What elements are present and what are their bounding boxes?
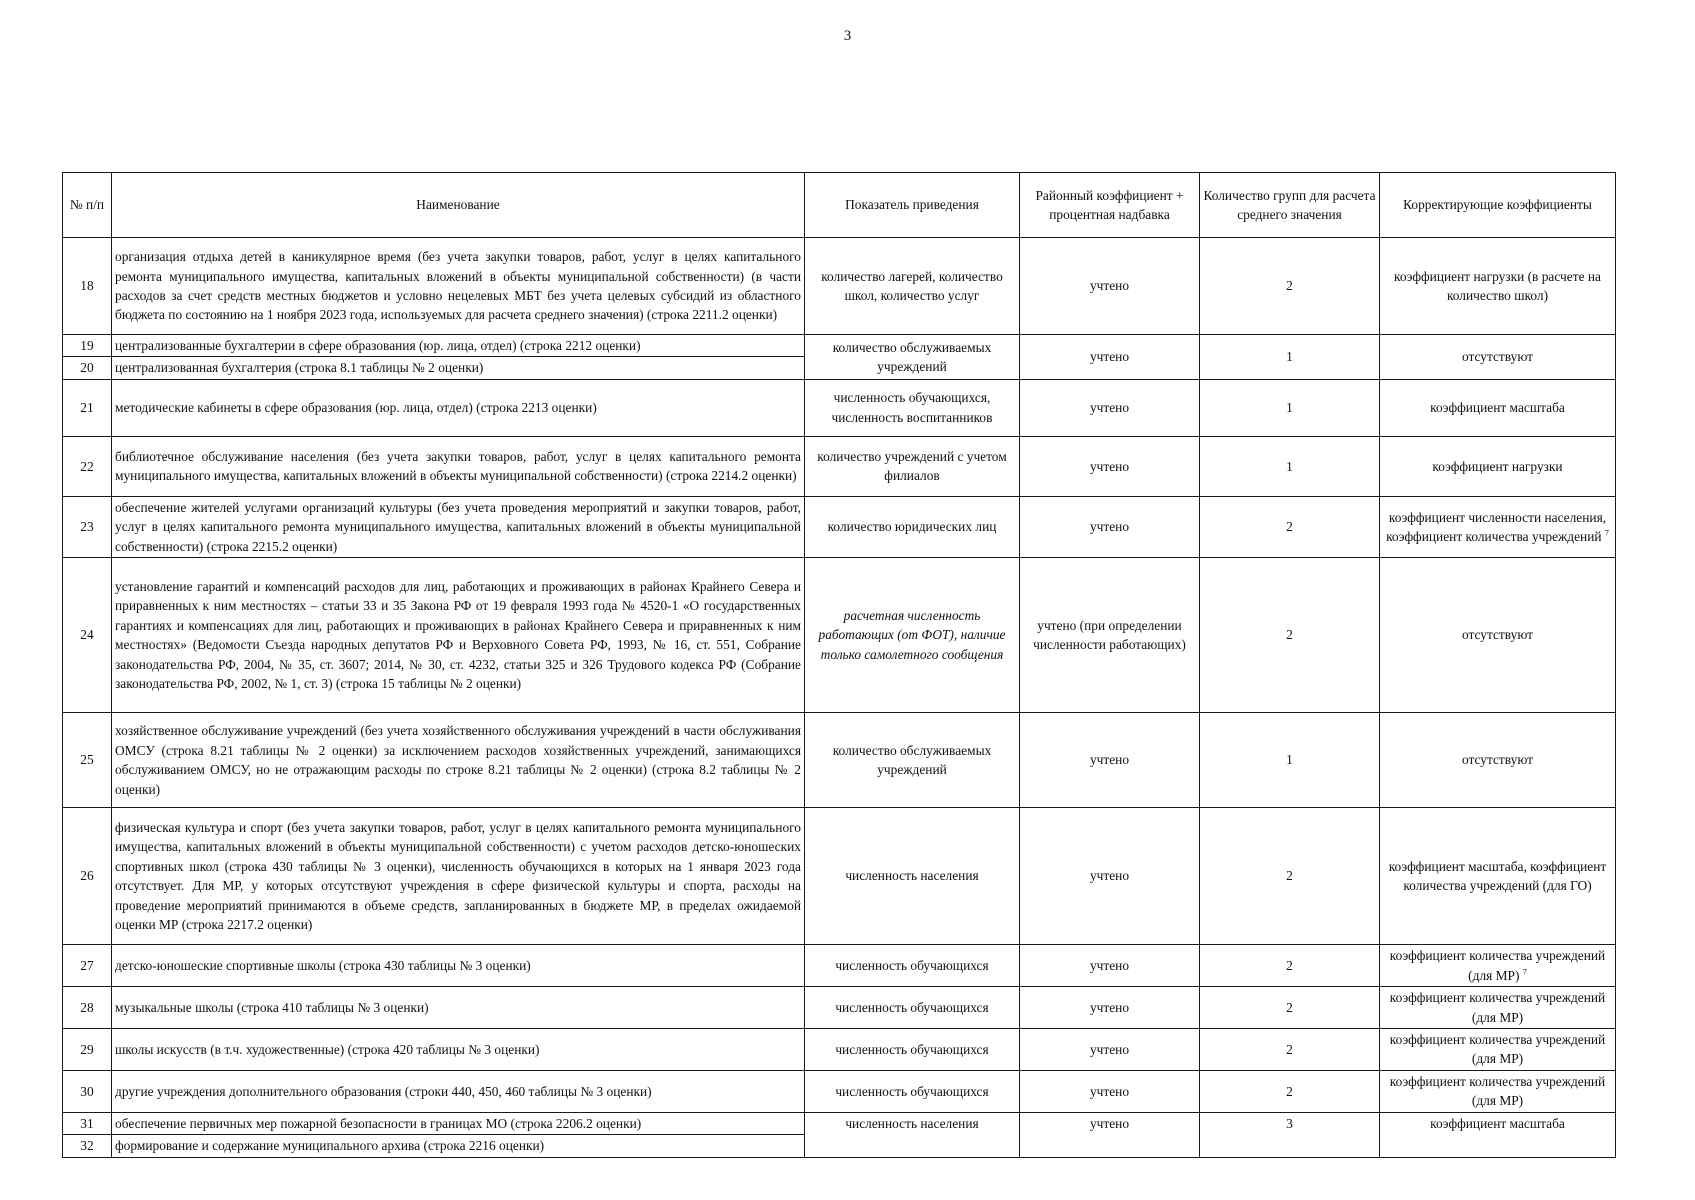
row-correction: коэффициент нагрузки	[1380, 436, 1616, 496]
row-indicator: количество лагерей, количество школ, количество услуг	[805, 238, 1020, 335]
row-name: музыкальные школы (строка 410 таблицы № 3 оценки)	[112, 987, 805, 1029]
row-correction: отсутствуют	[1380, 558, 1616, 713]
row-groups: 2	[1200, 558, 1380, 713]
row-num: 18	[63, 238, 112, 335]
row-indicator: количество юридических лиц	[805, 496, 1020, 557]
row-indicator: количество учреждений с учетом филиалов	[805, 436, 1020, 496]
row-name: методические кабинеты в сфере образования (юр. лица, отдел) (строка 2213 оценки)	[112, 379, 805, 436]
header-num: № п/п	[63, 173, 112, 238]
row-regional: учтено	[1020, 436, 1200, 496]
row-correction: коэффициент масштаба, коэффициент количества учреждений (для ГО)	[1380, 808, 1616, 945]
row-num: 25	[63, 713, 112, 808]
row-groups: 2	[1200, 945, 1380, 987]
row-name: другие учреждения дополнительного образования (строки 440, 450, 460 таблицы № 3 оценки)	[112, 1070, 805, 1112]
header-correction-coefficients: Корректирующие коэффициенты	[1380, 173, 1616, 238]
row-indicator: численность обучающихся	[805, 945, 1020, 987]
row-num: 31	[63, 1112, 112, 1134]
table-row	[63, 335, 1616, 357]
row-num: 22	[63, 436, 112, 496]
table-row	[63, 1070, 1616, 1112]
row-num: 21	[63, 379, 112, 436]
table-row	[63, 496, 1616, 557]
row-name: детско-юношеские спортивные школы (строка 430 таблицы № 3 оценки)	[112, 945, 805, 987]
row-regional: учтено	[1020, 945, 1200, 987]
row-name: централизованные бухгалтерии в сфере образования (юр. лица, отдел) (строка 2212 оценки)	[112, 335, 805, 357]
row-num: 32	[63, 1135, 112, 1157]
row-correction: коэффициент масштаба	[1380, 1112, 1616, 1157]
row-regional: учтено	[1020, 238, 1200, 335]
table-row	[63, 238, 1616, 335]
row-regional: учтено	[1020, 987, 1200, 1029]
header-regional-coefficient: Районный коэффициент + процентная надбавка	[1020, 173, 1200, 238]
row-correction: коэффициент масштаба	[1380, 379, 1616, 436]
row-correction: отсутствуют	[1380, 713, 1616, 808]
row-correction: коэффициент количества учреждений (для МР)	[1380, 987, 1616, 1029]
row-correction: отсутствуют	[1380, 335, 1616, 380]
row-groups: 2	[1200, 496, 1380, 557]
table-row	[63, 808, 1616, 945]
table-row	[63, 1112, 1616, 1134]
row-num: 29	[63, 1028, 112, 1070]
row-name: школы искусств (в т.ч. художественные) (строка 420 таблицы № 3 оценки)	[112, 1028, 805, 1070]
correction-text: коэффициент численности населения, коэффициент количества учреждений	[1386, 509, 1607, 545]
row-name: централизованная бухгалтерия (строка 8.1 таблицы № 2 оценки)	[112, 357, 805, 379]
row-num: 24	[63, 558, 112, 713]
row-name: организация отдыха детей в каникулярное время (без учета закупки товаров, работ, услуг в целях капитального ремонта муниципального имущества, капитальных вложений в объекты муниципальной собственности) (в части расходов за счет средств местных бюджетов и условно нецелевых МБТ без учета целевых субсидий из областного бюджета по состоянию на 1 ноября 2023 года, используемых для расчета среднего значения) (строка 2211.2 оценки)	[112, 238, 805, 335]
row-indicator: численность населения	[805, 1112, 1020, 1157]
row-regional: учтено	[1020, 379, 1200, 436]
row-indicator: численность обучающихся	[805, 1070, 1020, 1112]
row-num: 19	[63, 335, 112, 357]
row-correction: коэффициент количества учреждений (для МР)	[1380, 1028, 1616, 1070]
table-row	[63, 558, 1616, 713]
row-groups: 1	[1200, 713, 1380, 808]
table-row	[63, 945, 1616, 987]
row-indicator: численность обучающихся, численность воспитанников	[805, 379, 1020, 436]
row-indicator: количество обслуживаемых учреждений	[805, 335, 1020, 380]
row-groups: 1	[1200, 379, 1380, 436]
row-name: установление гарантий и компенсаций расходов для лиц, работающих и проживающих в районах Крайнего Севера и приравненных к ним местностях – статьи 33 и 35 Закона РФ от 19 февраля 1993 года № 4520-1 «О государственных гарантиях и компенсациях для лиц, работающих и проживающих в районах Крайнего Севера и приравненных к ним местностях» (Ведомости Съезда народных депутатов РФ и Верховного Совета РФ, 1993, № 16, ст. 551, Собрание законодательства РФ, 2004, № 35, ст. 3607; 2014, № 30, ст. 4232, статьи 325 и 326 Трудового кодекса РФ (Собрание законодательства РФ, 2002, № 1, ст. 3) (строка 15 таблицы № 2 оценки)	[112, 558, 805, 713]
table-row	[63, 379, 1616, 436]
row-regional: учтено	[1020, 1112, 1200, 1157]
row-correction	[1380, 496, 1616, 557]
row-name: физическая культура и спорт (без учета закупки товаров, работ, услуг в целях капитального ремонта муниципального имущества, капитальных вложений в объекты муниципальной собственности) с учетом расходов детско-юношеских спортивных школ (строка 430 таблицы № 3 оценки), численность обучающихся в которых на 1 января 2023 года отсутствует. Для МР, у которых отсутствуют учреждения в сфере физической культуры и спорта, расходы на проведение мероприятий принимаются в объеме средств, запланированных в бюджете МР, в пределах ожидаемой оценки МР (строка 2217.2 оценки)	[112, 808, 805, 945]
row-regional: учтено	[1020, 1028, 1200, 1070]
row-groups: 1	[1200, 436, 1380, 496]
header-name: Наименование	[112, 173, 805, 238]
row-name: формирование и содержание муниципального архива (строка 2216 оценки)	[112, 1135, 805, 1157]
row-name: библиотечное обслуживание населения (без учета закупки товаров, работ, услуг в целях капитального ремонта муниципального имущества, капитальных вложений в объекты муниципальной собственности) (строка 2214.2 оценки)	[112, 436, 805, 496]
row-indicator: количество обслуживаемых учреждений	[805, 713, 1020, 808]
row-num: 23	[63, 496, 112, 557]
row-num: 28	[63, 987, 112, 1029]
row-correction	[1380, 945, 1616, 987]
page-number: 3	[843, 28, 852, 44]
row-num: 26	[63, 808, 112, 945]
table-header-row	[63, 173, 1616, 238]
row-regional: учтено	[1020, 335, 1200, 380]
row-regional: учтено	[1020, 713, 1200, 808]
footnote-mark: 7	[1604, 528, 1609, 538]
row-regional: учтено	[1020, 496, 1200, 557]
row-indicator: численность обучающихся	[805, 987, 1020, 1029]
row-regional: учтено	[1020, 1070, 1200, 1112]
table-row	[63, 713, 1616, 808]
header-group-count: Количество групп для расчета среднего значения	[1200, 173, 1380, 238]
row-groups: 2	[1200, 1028, 1380, 1070]
table-row	[63, 1028, 1616, 1070]
row-groups: 1	[1200, 335, 1380, 380]
correction-text: коэффициент количества учреждений (для МР)	[1389, 948, 1606, 983]
row-indicator: расчетная численность работающих (от ФОТ), наличие только самолетного сообщения	[805, 558, 1020, 713]
row-groups: 2	[1200, 808, 1380, 945]
row-correction: коэффициент количества учреждений (для МР)	[1380, 1070, 1616, 1112]
row-correction: коэффициент нагрузки (в расчете на количество школ)	[1380, 238, 1616, 335]
row-name: обеспечение жителей услугами организаций культуры (без учета проведения мероприятий и закупки товаров, работ, услуг в целях капитального ремонта муниципального имущества, капитальных вложений в объекты муниципальной собственности) (строка 2215.2 оценки)	[112, 496, 805, 557]
expenditure-table	[62, 172, 1616, 1158]
row-regional: учтено (при определении численности работающих)	[1020, 558, 1200, 713]
header-indicator: Показатель приведения	[805, 173, 1020, 238]
row-indicator: численность населения	[805, 808, 1020, 945]
row-indicator: численность обучающихся	[805, 1028, 1020, 1070]
table-row	[63, 436, 1616, 496]
table-row	[63, 987, 1616, 1029]
row-num: 20	[63, 357, 112, 379]
row-groups: 2	[1200, 1070, 1380, 1112]
row-num: 27	[63, 945, 112, 987]
row-name: хозяйственное обслуживание учреждений (без учета хозяйственного обслуживания учреждений в части обслуживания ОМСУ (строка 8.21 таблицы № 2 оценки) за исключением расходов хозяйственных учреждений, занимающихся обслуживанием ОМСУ, но не отражающим расходы по строке 8.21 таблицы № 2 оценки) (строка 8.2 таблицы № 2 оценки)	[112, 713, 805, 808]
row-name: обеспечение первичных мер пожарной безопасности в границах МО (строка 2206.2 оценки)	[112, 1112, 805, 1134]
row-groups: 2	[1200, 238, 1380, 335]
row-regional: учтено	[1020, 808, 1200, 945]
row-groups: 3	[1200, 1112, 1380, 1157]
row-groups: 2	[1200, 987, 1380, 1029]
footnote-mark: 7	[1522, 967, 1527, 977]
row-num: 30	[63, 1070, 112, 1112]
